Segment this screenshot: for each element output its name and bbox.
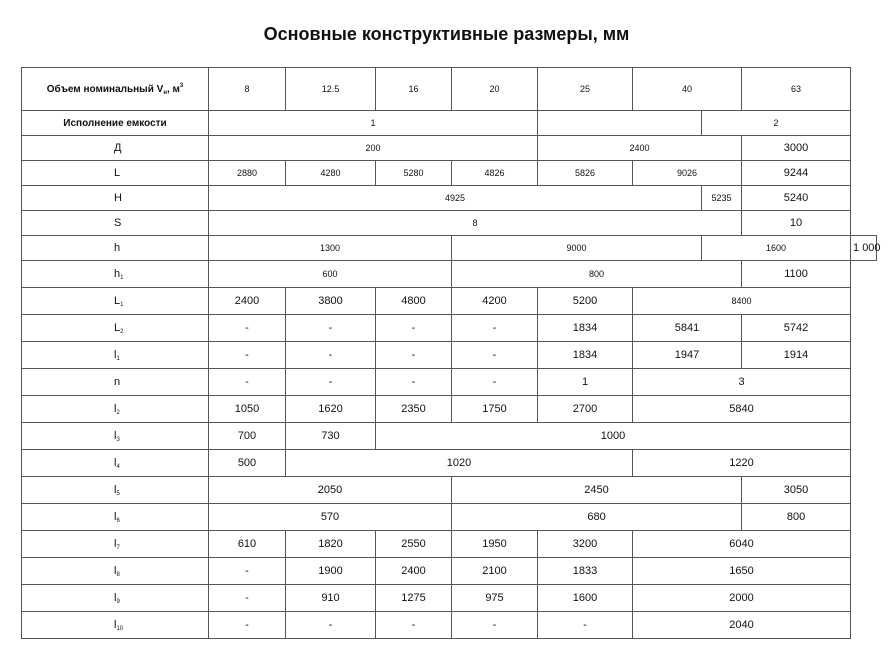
table-cell: 5826 [538, 161, 633, 186]
table-cell: - [452, 315, 538, 342]
table-cell: 500 [209, 450, 286, 477]
volume-cell: 40 [633, 68, 742, 111]
table-row [22, 342, 877, 369]
volume-cell: 12.5 [286, 68, 376, 111]
table-cell: 5840 [633, 396, 851, 423]
row-label: $l_9$ [22, 585, 209, 612]
table-cell: 5200 [538, 288, 633, 315]
table-cell: 1947 [633, 342, 742, 369]
table-cell: 5742 [742, 315, 851, 342]
table-cell: 1600 [538, 585, 633, 612]
table-row [22, 423, 877, 450]
row-label: $l_{10}$ [22, 612, 209, 639]
table-cell: 680 [452, 504, 742, 531]
table-row [22, 558, 877, 585]
table-cell: 1833 [538, 558, 633, 585]
table-cell: 5235 [702, 186, 742, 211]
row-label: $L_1$ [22, 288, 209, 315]
table-cell: 9244 [742, 161, 851, 186]
table-cell: 1220 [633, 450, 851, 477]
volume-cell: 16 [376, 68, 452, 111]
table-cell: 4200 [452, 288, 538, 315]
table-cell: - [452, 369, 538, 396]
table-row [22, 111, 877, 136]
table-cell: 1600 [702, 236, 851, 261]
table-cell: 1950 [452, 531, 538, 558]
table-cell: 1750 [452, 396, 538, 423]
table-cell: 1000 [376, 423, 851, 450]
volume-header-cell: Объем номинальный $V_н$, $м^3$ [22, 68, 209, 111]
row-label: $L_2$ [22, 315, 209, 342]
row-label: $l_7$ [22, 531, 209, 558]
row-label: $l_6$ [22, 504, 209, 531]
table-cell: - [452, 612, 538, 639]
table-cell: 9026 [633, 161, 742, 186]
table-cell: 2040 [633, 612, 851, 639]
table-row [22, 369, 877, 396]
table-cell: 9000 [452, 236, 702, 261]
table-cell: 6040 [633, 531, 851, 558]
table-cell: - [286, 342, 376, 369]
table-cell: 700 [209, 423, 286, 450]
table-row [22, 186, 877, 211]
row-label: $h_1$ [22, 261, 209, 288]
row-label: $l_1$ [22, 342, 209, 369]
table-cell: - [209, 558, 286, 585]
table-cell: - [452, 342, 538, 369]
table-row [22, 531, 877, 558]
table-cell: - [286, 315, 376, 342]
table-row [22, 504, 877, 531]
table-cell: 4800 [376, 288, 452, 315]
table-row [22, 236, 877, 261]
table-cell: 3000 [742, 136, 851, 161]
table-cell: 1 000 [851, 236, 877, 261]
table-cell: - [286, 612, 376, 639]
table-cell: 4280 [286, 161, 376, 186]
table-cell: 2550 [376, 531, 452, 558]
table-cell: 2450 [452, 477, 742, 504]
table-cell: 4826 [452, 161, 538, 186]
table-row [22, 396, 877, 423]
table-cell: - [209, 612, 286, 639]
row-label: $l_2$ [22, 396, 209, 423]
table-cell: 2 [702, 111, 851, 136]
table-cell: 3050 [742, 477, 851, 504]
table-cell: 8400 [633, 288, 851, 315]
table-cell: 1834 [538, 342, 633, 369]
table-cell: 730 [286, 423, 376, 450]
table-row [22, 477, 877, 504]
table-cell: 1900 [286, 558, 376, 585]
page-title: Основные конструктивные размеры, мм [263, 24, 630, 44]
table-cell: 1300 [209, 236, 452, 261]
table-cell: 200 [209, 136, 538, 161]
table-cell: 1050 [209, 396, 286, 423]
table-cell: - [376, 369, 452, 396]
table-cell: 2400 [376, 558, 452, 585]
table-cell: 1620 [286, 396, 376, 423]
row-label: h [22, 236, 209, 261]
table-cell: - [209, 315, 286, 342]
table-cell [538, 111, 702, 136]
table-cell: 2100 [452, 558, 538, 585]
table-cell: 5841 [633, 315, 742, 342]
table-cell: 2000 [633, 585, 851, 612]
table-cell: 2050 [209, 477, 452, 504]
table-cell: - [376, 315, 452, 342]
row-label: n [22, 369, 209, 396]
table-cell: 2400 [209, 288, 286, 315]
row-label: Исполнение емкости [22, 111, 209, 136]
table-cell: 1650 [633, 558, 851, 585]
table-cell: 8 [209, 211, 742, 236]
table-cell: 1914 [742, 342, 851, 369]
row-label: Д [22, 136, 209, 161]
table-cell: 5240 [742, 186, 851, 211]
table-cell: 3 [633, 369, 851, 396]
row-label: $l_8$ [22, 558, 209, 585]
table-cell: 2880 [209, 161, 286, 186]
table-row [22, 585, 877, 612]
table-cell: 5280 [376, 161, 452, 186]
dimensions-table [21, 67, 881, 639]
table-cell: - [209, 342, 286, 369]
table-cell: 1834 [538, 315, 633, 342]
table-cell: 4925 [209, 186, 702, 211]
row-label: S [22, 211, 209, 236]
table-row [22, 612, 877, 639]
row-label: H [22, 186, 209, 211]
table-cell: - [376, 612, 452, 639]
table-row [22, 315, 877, 342]
table-row [22, 161, 877, 186]
table-row [22, 261, 877, 288]
table-row [22, 450, 877, 477]
table-cell: 10 [742, 211, 851, 236]
table-cell: 2350 [376, 396, 452, 423]
table-cell: 2400 [538, 136, 742, 161]
row-label: $l_5$ [22, 477, 209, 504]
table-cell: 975 [452, 585, 538, 612]
volume-cell: 20 [452, 68, 538, 111]
table-cell: - [209, 369, 286, 396]
table-cell: - [538, 612, 633, 639]
table-cell: - [209, 585, 286, 612]
table-cell: 910 [286, 585, 376, 612]
table-row [22, 136, 877, 161]
table-cell: 600 [209, 261, 452, 288]
table-cell: 1 [209, 111, 538, 136]
table-cell: - [286, 369, 376, 396]
table-cell: - [376, 342, 452, 369]
row-label: $l_4$ [22, 450, 209, 477]
table-row [22, 288, 877, 315]
row-label: L [22, 161, 209, 186]
table-cell: 3200 [538, 531, 633, 558]
table-cell: 570 [209, 504, 452, 531]
table-cell: 1275 [376, 585, 452, 612]
table-cell: 1 [538, 369, 633, 396]
volume-cell: 25 [538, 68, 633, 111]
table-cell: 1820 [286, 531, 376, 558]
table-cell: 800 [742, 504, 851, 531]
table-cell: 610 [209, 531, 286, 558]
table-cell: 1100 [742, 261, 851, 288]
volume-cell: 63 [742, 68, 851, 111]
table-cell: 1020 [286, 450, 633, 477]
table-cell: 2700 [538, 396, 633, 423]
row-label: $l_3$ [22, 423, 209, 450]
table-cell: 800 [452, 261, 742, 288]
table-cell: 3800 [286, 288, 376, 315]
table-row [22, 211, 877, 236]
volume-cell: 8 [209, 68, 286, 111]
table-header-row [22, 68, 877, 111]
